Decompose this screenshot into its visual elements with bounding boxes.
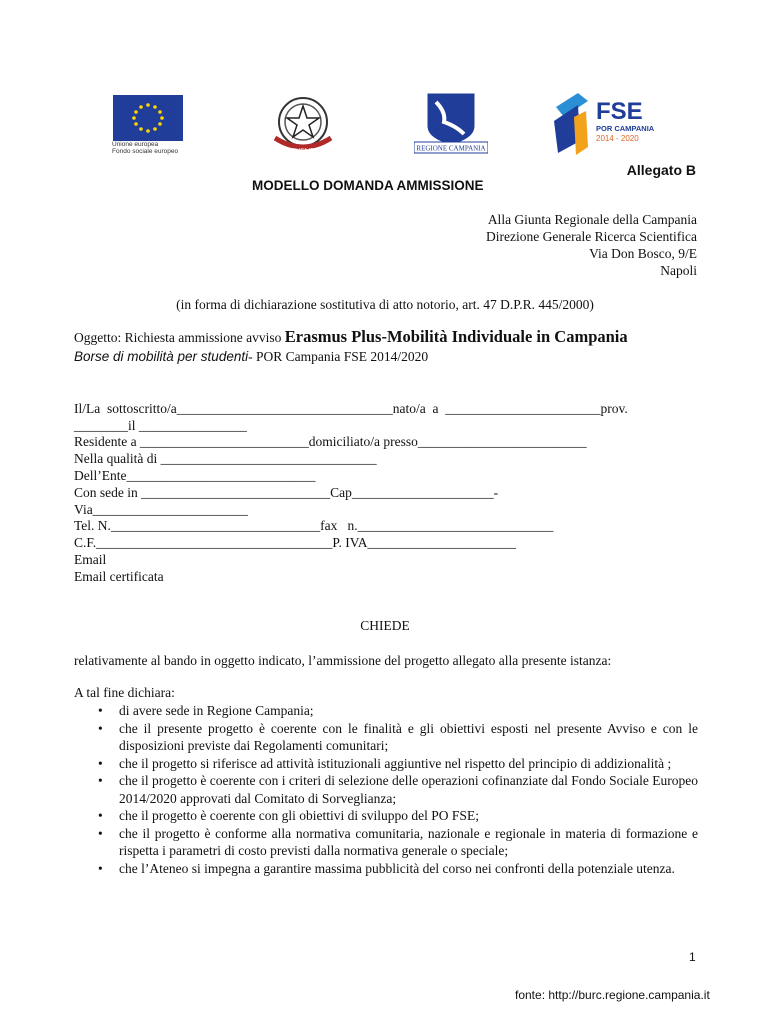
borse-line	[74, 349, 428, 365]
a-tal-fine-text: A tal fine dichiara:	[74, 685, 175, 700]
form-line-ente: Dell’Ente____________________________	[74, 468, 316, 483]
form-line-via: Via_______________________	[74, 502, 248, 517]
bullet-icon: •	[98, 720, 103, 736]
form-line-sede: Con sede in ____________________________Cap_____________________-	[74, 485, 499, 500]
list-item-text: che il progetto è conforme alla normativa comunitaria, nazionale e regionale in materia di formazione e rispetta i parametri di costo previsti dalla normativa generale o speciale;	[119, 825, 698, 858]
document-title: MODELLO DOMANDA AMMISSIONE	[252, 178, 484, 193]
list-item	[74, 825, 698, 860]
list-item	[74, 807, 698, 825]
list-item-text: che il progetto è coerente con gli obiettivi di sviluppo del PO FSE;	[119, 808, 479, 823]
source-footer: fonte: http://burc.regione.campania.it	[515, 988, 710, 1002]
bullet-icon: •	[98, 860, 103, 876]
address-line-2: Direzione Generale Ricerca Scientifica	[485, 229, 697, 244]
form-line-email: Email	[74, 552, 107, 567]
address-line-4: Napoli	[660, 263, 697, 278]
borse-italic: Borse di mobilità per studenti	[74, 349, 249, 364]
allegato-label: Allegato B	[626, 162, 696, 178]
list-item	[74, 755, 698, 773]
regione-campania-logo	[414, 92, 488, 154]
bullet-icon: •	[98, 808, 103, 823]
bullet-icon: •	[98, 755, 103, 771]
fse-title-text: FSE	[596, 98, 643, 125]
address-line-3: Via Don Bosco, 9/E	[589, 246, 697, 261]
fse-years-text: 2014 - 2020	[596, 134, 639, 143]
form-line-tel: Tel. N._______________________________fax n._____________________________	[74, 518, 554, 533]
eu-flag-logo	[113, 95, 183, 141]
bullet-icon: •	[98, 773, 103, 788]
oggetto-bold: Erasmus Plus-Mobilità Individuale in Campania	[284, 327, 628, 346]
chiede-heading: CHIEDE	[360, 618, 410, 633]
declarations-list	[74, 702, 698, 877]
list-item	[74, 860, 698, 878]
list-item	[74, 702, 698, 720]
form-line-sottoscritto: Il/La sottoscritto/a________________________________nato/a a _______________________prov.	[74, 401, 628, 416]
fse-por-campania-logo	[550, 87, 660, 159]
form-line-cf: C.F.___________________________________P. IVA______________________	[74, 535, 516, 550]
list-item-text: che il progetto si riferisce ad attività istituzionali aggiuntive nel rispetto del principio di addizionalità ;	[119, 755, 672, 771]
relativamente-text: relativamente al bando in oggetto indicato, l’ammissione del progetto allegato alla presente istanza:	[74, 653, 612, 668]
eu-caption	[112, 141, 192, 155]
italian-republic-emblem	[265, 90, 341, 158]
form-line-qualita: Nella qualità di ________________________________	[74, 451, 377, 466]
form-line-email-certificata: Email certificata	[74, 569, 164, 584]
list-item-text: che il progetto è coerente con i criteri di selezione delle operazioni cofinanziate dal Fondo Sociale Europeo 2014/2020 approvati dal Comitato di Sorveglianza;	[119, 773, 698, 806]
form-line-il: ________il ________________	[74, 418, 247, 433]
list-item-text: di avere sede in Regione Campania;	[119, 703, 314, 718]
fse-sub-text: POR CAMPANIA	[596, 124, 655, 133]
eu-caption-line2: Fondo sociale europeo	[112, 148, 179, 155]
list-item-text: che l’Ateneo si impegna a garantire massima pubblicità del corso nei confronti della potenziale utenza.	[119, 860, 675, 876]
bullet-icon: •	[98, 703, 103, 718]
list-item	[74, 720, 698, 755]
list-item	[74, 772, 698, 807]
address-line-1: Alla Giunta Regionale della Campania	[487, 212, 697, 227]
declaration-note: (in forma di dichiarazione sostitutiva di atto notorio, art. 47 D.P.R. 445/2000)	[176, 297, 594, 312]
bullet-icon: •	[98, 825, 103, 841]
campania-label-text: REGIONE CAMPANIA	[416, 144, 486, 153]
page-number: 1	[689, 950, 696, 964]
eu-caption-line1: Unione europea	[112, 141, 159, 148]
oggetto-line	[74, 327, 628, 347]
form-line-residente: Residente a _________________________domiciliato/a presso_________________________	[74, 434, 587, 449]
borse-suffix: - POR Campania FSE 2014/2020	[248, 349, 429, 364]
emblem-ribbon-text: REPUBBLICA ITALIANA	[275, 148, 331, 154]
list-item-text: che il presente progetto è coerente con le finalità e gli obiettivi esposti nel presente Avviso e con le disposizioni previste dai Regolamenti comunitari;	[119, 720, 698, 753]
oggetto-prefix: Oggetto: Richiesta ammissione avviso	[74, 330, 285, 345]
